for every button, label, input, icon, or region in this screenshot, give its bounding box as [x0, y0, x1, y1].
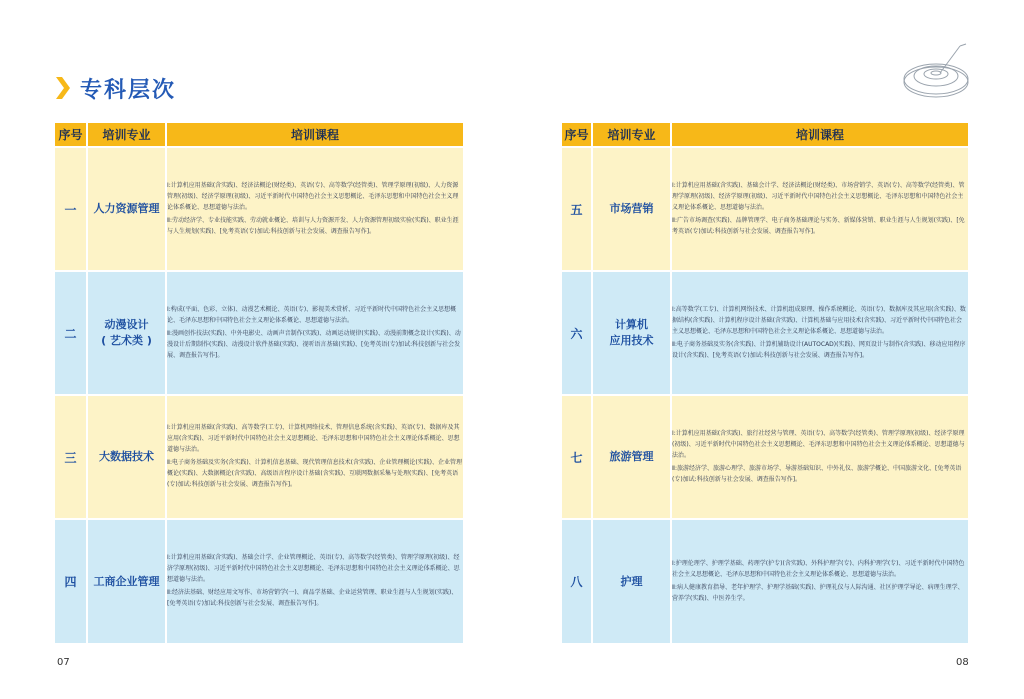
course-part-1: Ⅰ:计算机应用基础(含实践)、经济法概论(财经类)、英语(专)、高等数学(经管类)、管理学原理(初级)、人力资源管理(初级)、经济学原理(初级)、习近平新时代中国特色社会主义思想概论、毛泽东思想和中国特色社会主义理论体系概论、思想道德与法治。 — [167, 181, 459, 211]
course-part-2: Ⅱ:电子商务基础及实务(含实践)、计算机辅助设计(AUTOCAD)(实践)、网页设计与制作(含实践)、移动应用程序设计(含实践)、[免考英语(专)加试:科技创新与社会发展、调查报告写作]。 — [672, 340, 966, 359]
table-row — [55, 271, 463, 395]
course-list — [166, 271, 463, 395]
course-part-2: Ⅱ:劳动经济学、专业技能实践、劳动就业概论、培训与人力资源开发、人力资源管理初级实验(实践)、职业生涯与人生规划(实践)、[免考英语(专)加试:科技创新与社会发展、调查报告写作]。 — [167, 216, 459, 235]
major-name: 人力资源管理 — [87, 147, 166, 271]
major-name: 市场营销 — [592, 147, 671, 271]
section-header — [56, 74, 176, 102]
course-part-2: Ⅱ:旅游经济学、旅游心理学、旅游市场学、导游基础知识、中外礼仪、旅游学概论、中国旅游文化、[免考英语(专)加试:科技创新与社会发展、调查报告写作]。 — [672, 464, 962, 483]
course-list — [671, 395, 968, 519]
row-number: 二 — [55, 271, 87, 395]
major-name: 旅游管理 — [592, 395, 671, 519]
table-header-row — [562, 123, 968, 147]
header-course: 培训课程 — [166, 123, 463, 147]
table-row — [562, 519, 968, 643]
course-table-right — [562, 123, 968, 643]
course-list — [166, 395, 463, 519]
table-row — [562, 271, 968, 395]
course-part-2: Ⅱ:漫画创作技法(实践)、中外电影史、动画声音制作(实践)、动画运动规律(实践)、动漫前期概念设计(实践)、动漫设计后期制作(实践)、动漫设计软件基础(实践)、视听语言基础(实践)、[免考英语(专)加试:科技创新与社会发展、调查报告写作]。 — [167, 329, 461, 359]
course-part-2: Ⅱ:电子商务基础及实务(含实践)、计算机信息基础、现代管理信息技术(含实践)、企业管理概论(实践)、企业管理概论(实践)、大数据概论(含实践)、高级语言程序设计基础(含实践)、互联网数据采集与处理(实践)、[免考英语(专)加试:科技创新与社会发展、调查报告写作]。 — [167, 459, 463, 488]
course-part-1: Ⅰ:计算机应用基础(含实践)、旅行社经营与管理、英语(专)、高等数学(经管类)、管理学原理(初级)、经济学原理(初级)、习近平新时代中国特色社会主义思想概论、毛泽东思想和中国特色社会主义理论体系概论、思想道德与法治。 — [672, 429, 965, 459]
table-row — [55, 395, 463, 519]
row-number: 五 — [562, 147, 592, 271]
page-title: 专科层次 — [80, 77, 177, 103]
table-row — [55, 519, 463, 643]
page-number-left: 07 — [57, 657, 70, 668]
row-number: 四 — [55, 519, 87, 643]
course-part-1: Ⅰ:计算机应用基础(含实践)、基础会计学、企业管理概论、英语(专)、高等数学(经管类)、管理学原理(初级)、经济学原理(初级)、习近平新时代中国特色社会主义思想概论、毛泽东思想和中国特色社会主义理论体系概论、思想道德与法治。 — [167, 554, 460, 583]
header-course: 培训课程 — [671, 123, 968, 147]
course-list — [166, 519, 463, 643]
course-part-2: Ⅱ:经济法基础、财经应用文写作、市场营销学(一)、商品学基础、企业运营管理、职业生涯与人生规划(实践)、[免考英语(专)加试:科技创新与社会发展、调查报告写作]。 — [167, 589, 458, 607]
course-list — [671, 147, 968, 271]
table-row — [562, 395, 968, 519]
header-major: 培训专业 — [87, 123, 166, 147]
major-name: 动漫设计 ( 艺术类 ) — [87, 271, 166, 395]
chevron-right-icon — [56, 77, 70, 99]
course-part-1: Ⅰ:护理伦理学、护理学基础、药理学(护专)(含实践)、外科护理学(专)、内科护理学(专)、习近平新时代中国特色社会主义思想概论、毛泽东思想和中国特色社会主义理论体系概论、思想道德与法治。 — [672, 559, 965, 578]
table-row — [55, 147, 463, 271]
course-part-1: Ⅰ:高等数学(工专)、计算机网络技术、计算机组成原理、操作系统概论、英语(专)、数据库及其应用(含实践)、数据结构(含实践)、计算机程序设计基础(含实践)、计算机基础与应用技术(含实践)、习近平新时代中国特色社会主义思想概论、毛泽东思想和中国特色社会主义理论体系概论、思想道德与法治。 — [672, 305, 966, 335]
course-part-2: Ⅱ:病人健康教育指导、老年护理学、护理学基础(实践)、护理礼仪与人际沟通、社区护理学导论、病理生理学、营养学(实践)、中医养生学。 — [672, 583, 964, 602]
row-number: 一 — [55, 147, 87, 271]
header-major: 培训专业 — [592, 123, 671, 147]
major-name: 大数据技术 — [87, 395, 166, 519]
page-number-right: 08 — [956, 657, 969, 668]
header-seq: 序号 — [562, 123, 592, 147]
major-name: 护理 — [592, 519, 671, 643]
course-list — [166, 147, 463, 271]
course-list — [671, 519, 968, 643]
row-number: 八 — [562, 519, 592, 643]
header-seq: 序号 — [55, 123, 87, 147]
major-name: 计算机 应用技术 — [592, 271, 671, 395]
major-name: 工商企业管理 — [87, 519, 166, 643]
course-list — [671, 271, 968, 395]
disc-decoration-icon — [900, 40, 980, 106]
row-number: 三 — [55, 395, 87, 519]
course-part-1: Ⅰ:计算机应用基础(含实践)、基础会计学、经济法概论(财经类)、市场营销学、英语(专)、高等数学(经管类)、管理学原理(初级)、经济学原理(初级)、习近平新时代中国特色社会主义思想概论、毛泽东思想和中国特色社会主义理论体系概论、思想道德与法治。 — [672, 181, 965, 211]
course-part-2: Ⅱ:广告市场调查(实践)、品牌管理学、电子商务基础理论与实务、新媒体营销、职业生涯与人生规划(实践)、[免考英语(专)加试:科技创新与社会发展、调查报告写作]。 — [672, 216, 965, 235]
course-part-1: Ⅰ:计算机应用基础(含实践)、高等数学(工专)、计算机网络技术、管理信息系统(含实践)、英语(专)、数据库及其应用(含实践)、习近平新时代中国特色社会主义思想概论、毛泽东思想和中国特色社会主义理论体系概论、思想道德与法治。 — [167, 424, 460, 453]
course-part-1: Ⅰ:构成(平面、色彩、立体)、动漫艺术概论、英语(专)、影视美术赏析、习近平新时代中国特色社会主义思想概论、毛泽东思想和中国特色社会主义理论体系概论、思想道德与法治。 — [167, 305, 457, 324]
table-row — [562, 147, 968, 271]
course-table-left — [55, 123, 463, 643]
table-header-row — [55, 123, 463, 147]
row-number: 六 — [562, 271, 592, 395]
row-number: 七 — [562, 395, 592, 519]
